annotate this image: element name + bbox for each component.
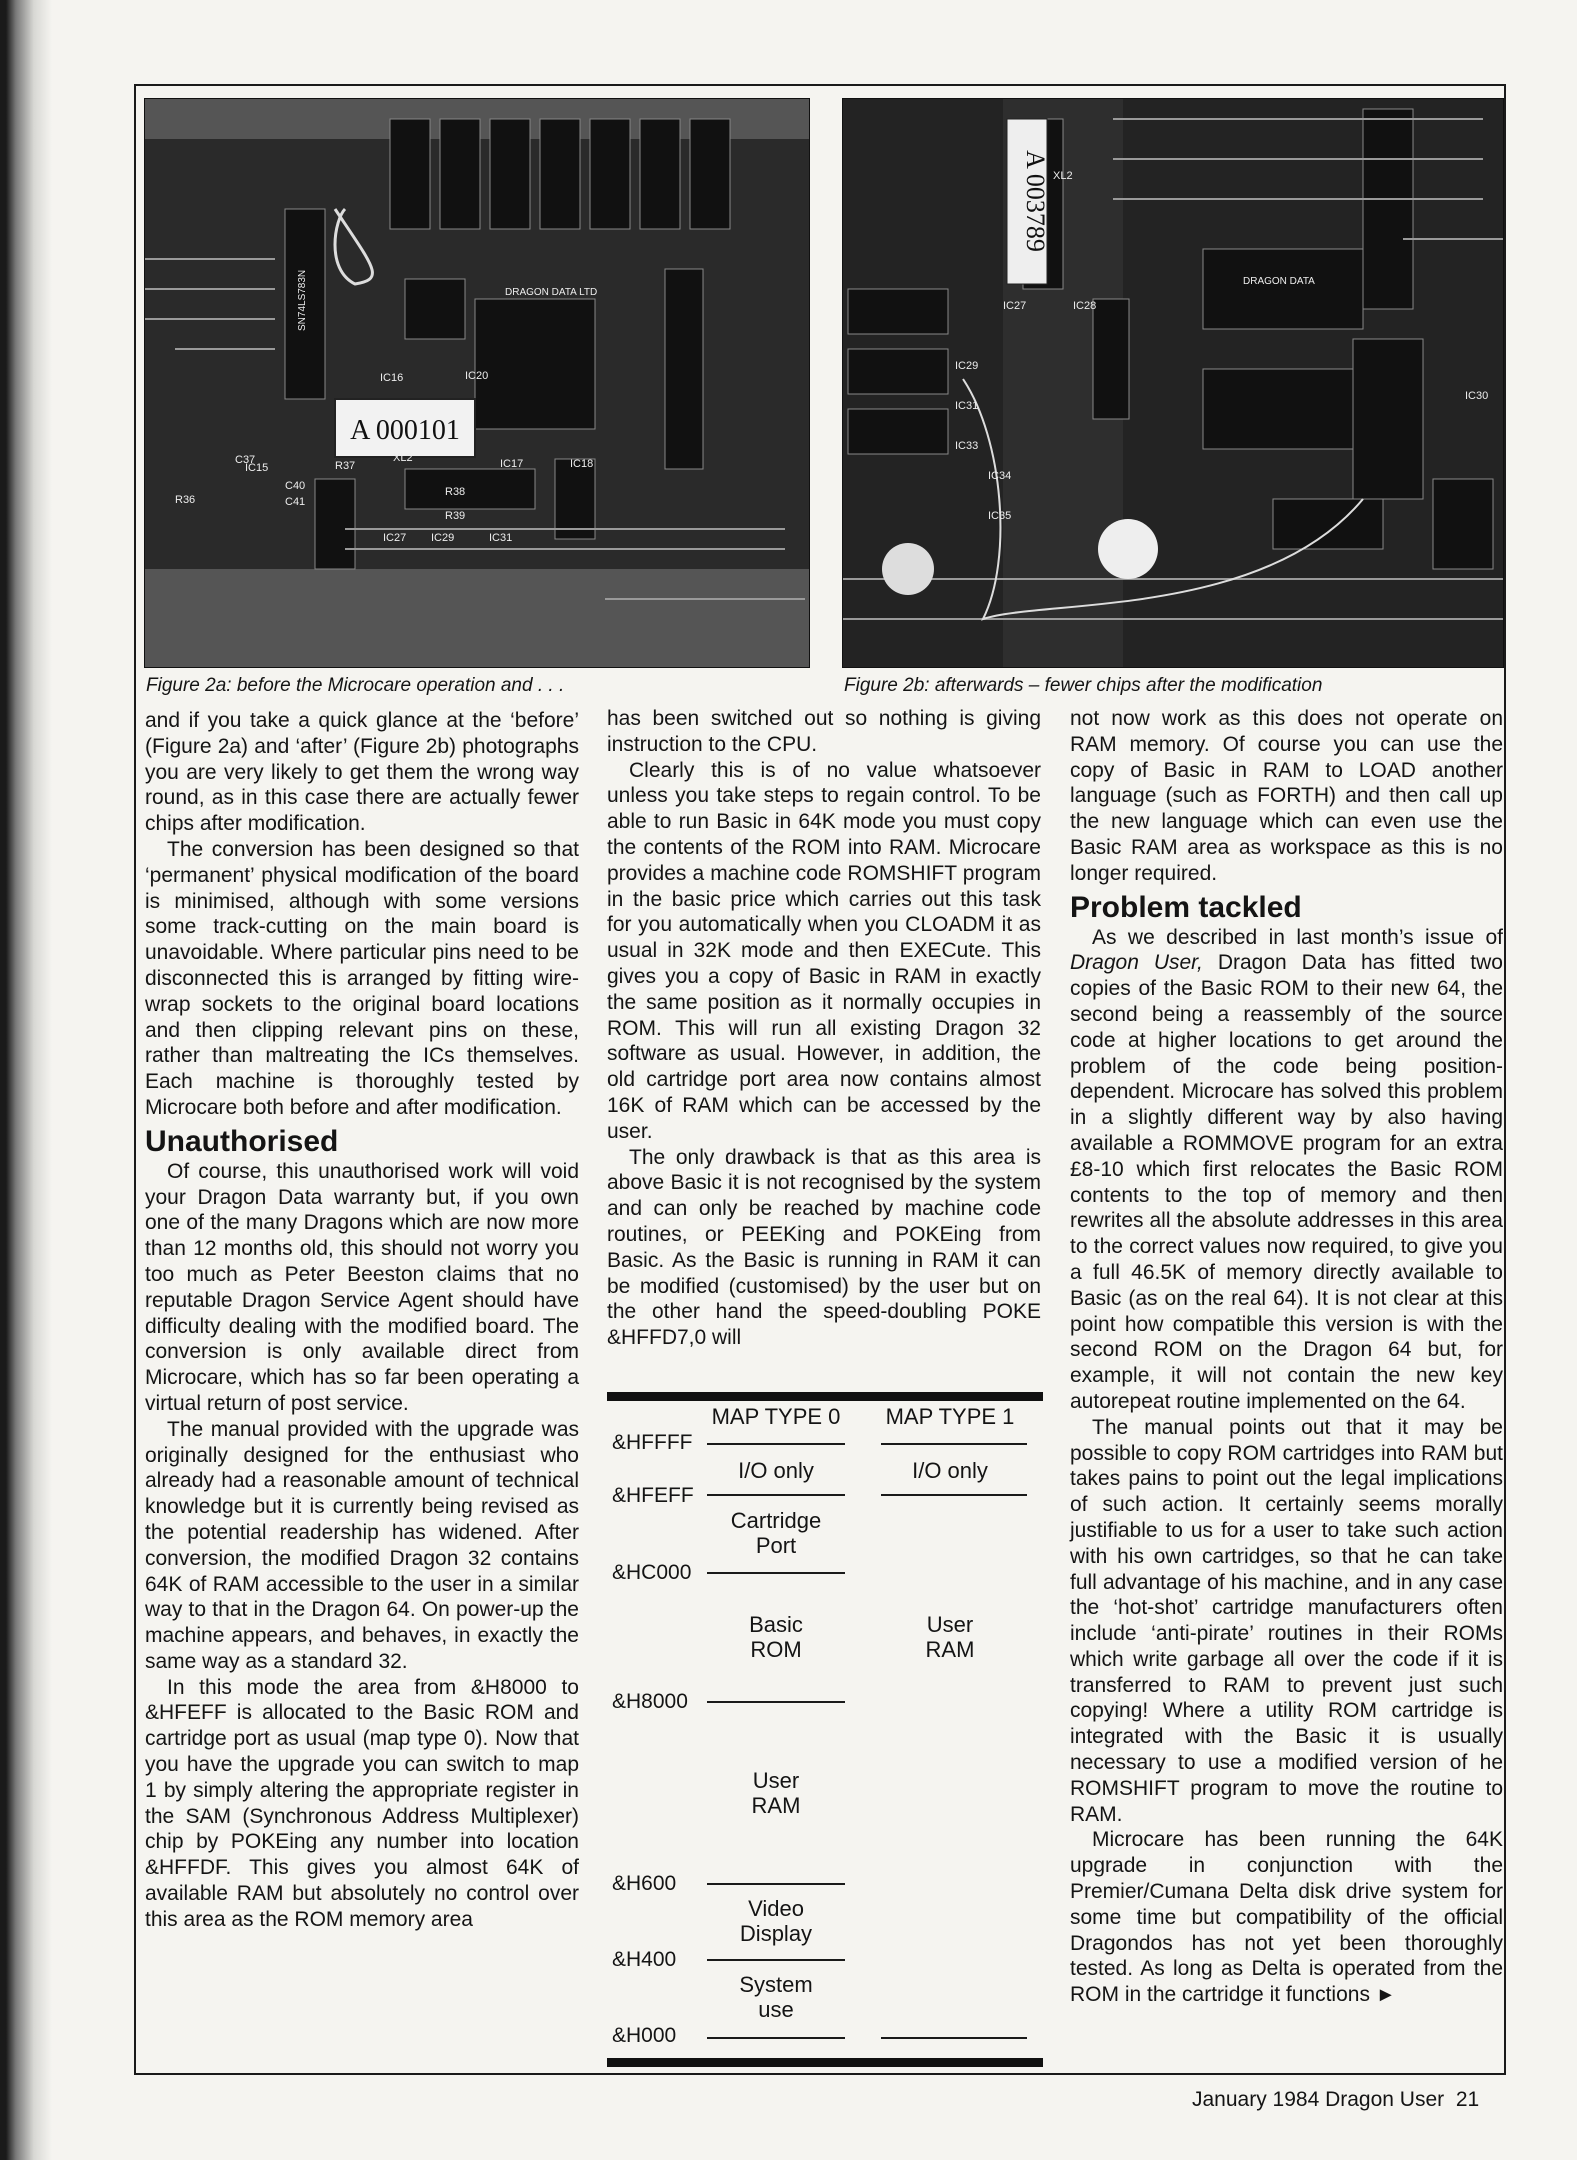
figure-2a-chip-label: R39 — [445, 510, 466, 522]
figure-2a-chip-label: IC29 — [431, 532, 455, 544]
address-label: &HFEFF — [612, 1484, 694, 1507]
top-rule — [607, 1392, 1043, 1401]
figure-2b-serial: A 003789 — [1021, 150, 1050, 252]
figure-2a-serial: A 000101 — [350, 415, 460, 446]
figure-2a-chip-label: C40 — [285, 480, 306, 492]
boundary-line — [881, 1494, 1027, 1496]
video-display-block — [705, 1896, 847, 1946]
boundary-line — [707, 1494, 845, 1496]
boundary-line — [707, 2037, 845, 2039]
boundary-line — [707, 1883, 845, 1885]
article-column-1 — [145, 708, 579, 1933]
figure-2a-chip-label: SN74LS783N — [297, 269, 308, 331]
block-line: ROM — [750, 1637, 802, 1662]
figure-2b-chip-label: IC27 — [1003, 300, 1027, 312]
publication-title: Dragon User, — [1070, 951, 1203, 975]
block-line: Port — [755, 1533, 797, 1558]
page-footer — [1192, 2087, 1479, 2113]
boundary-line — [881, 2037, 1027, 2039]
user-ram-block-map0 — [705, 1768, 847, 1818]
figure-2b-photo — [842, 98, 1504, 668]
figure-2b-chip-label: IC29 — [955, 360, 979, 372]
figure-2b-chip-label: IC31 — [955, 400, 979, 412]
block-line: User — [926, 1612, 974, 1637]
section-heading-unauthorised: Unauthorised — [145, 1124, 339, 1158]
figure-2a-chip-label: R36 — [175, 494, 196, 506]
figure-2b-caption: Figure 2b: afterwards – fewer chips after the modification — [844, 675, 1323, 696]
paragraph: Of course, this unauthorised work will void your Dragon Data warranty but, if you own one of the many Dragons which are now more than 12 months old, this should not worry you too much as Peter Beeston claims that no reputable Dragon Service Agent should have difficulty dealing with the modified board. The conversion is only available direct from Microcare, which has so far been operating a virtual return of post service. — [145, 1159, 579, 1415]
boundary-line — [707, 1443, 845, 1445]
text-run: Dragon Data has fitted two copies of the Basic ROM to their new 64, the second being a reassembly of the source code at higher locations to get around the problem of the code being position-dependent. Microcare has solved this problem in a slightly different way by also having available a ROMMOVE program for an extra £8-10 which first relocates the Basic ROM contents to the top of memory and then rewrites all the absolute addresses in this area to the correct values now required, to give you a full 46.5K of memory directly available to Basic (as on the real 64). It is not clear at this point how compatible this version is with the second ROM on the Dragon 64 but, for example, it will not contain the new key autorepeat routine implemented on the 64. — [1070, 951, 1503, 1413]
block-line: Cartridge — [730, 1508, 822, 1533]
boundary-line — [707, 1959, 845, 1961]
figure-2a-caption: Figure 2a: before the Microcare operation and . . . — [146, 675, 565, 696]
block-line: Basic — [749, 1612, 803, 1637]
basic-rom-block — [705, 1612, 847, 1662]
text-run: Microcare has been running the 64K upgrade in conjunction with the Premier/Cumana Delta disk drive system for some time but compatibility of the official Dragondos has not yet been thoroughly tested. As long as Delta is operated from the ROM in the cartridge it functions — [1070, 1828, 1503, 2007]
block-line: User — [752, 1768, 800, 1793]
block-line: System — [739, 1972, 813, 1997]
boundary-line — [881, 1443, 1027, 1445]
cartridge-port-block — [705, 1508, 847, 1558]
figure-2a-chip-label: IC17 — [500, 458, 524, 470]
figure-2b-chip-label: IC35 — [988, 510, 1012, 522]
figure-2a-chip-label: IC16 — [380, 372, 404, 384]
figure-2b-chip-label: IC30 — [1465, 390, 1489, 402]
figure-2a-photo — [144, 98, 810, 668]
block-line: Display — [739, 1921, 813, 1946]
issue-label: January 1984 Dragon User — [1192, 2088, 1445, 2111]
figure-2b-chip-label: IC33 — [955, 440, 979, 452]
figure-2a-chip-label: IC27 — [383, 532, 407, 544]
text-run: As we described in last month’s issue of — [1092, 925, 1503, 949]
bottom-rule — [607, 2058, 1043, 2067]
figure-2a-chip-label: XL2 — [393, 452, 413, 464]
map-type-1-header: MAP TYPE 1 — [885, 1404, 1015, 1429]
figure-2a-chip-label: C41 — [285, 496, 306, 508]
figure-2a-chip-label: R37 — [335, 460, 356, 472]
page-binding-shadow — [0, 0, 52, 2160]
figure-2a-chip-label: IC15 — [245, 462, 269, 474]
paragraph: has been switched out so nothing is giving instruction to the CPU. — [607, 707, 1041, 756]
paragraph: The conversion has been designed so that ‘permanent’ physical modification of the board is minimised, although with some versions some track-cutting on the main board is unavoidable. Where particular pins need to be disconnected this is arranged by fitting wire-wrap sockets to the original board locations and then clipping relevant pins on these, rather than maltreating the ICs themselves. Each machine is thoroughly tested by Microcare both before and after modification. — [145, 837, 579, 1119]
paragraph: The manual points out that it may be possible to copy ROM cartridges into RAM but takes pains to point out the legal implications of such action. It certainly seems morally justifiable to us for a user to take such action with his own cartridges, so that he can take full advantage of his machine, and in any case the ‘hot-shot’ cartridge manufacturers often include ‘anti-pirate’ routines in their ROMs which write garbage all over the code if it is transferred to RAM to prevent just such copying! Where a utility ROM cartridge is integrated with the Basic it is usually necessary to use a modified version of he ROMSHIFT program to move the routine to RAM. — [1070, 1415, 1503, 1826]
continue-arrow-icon: ► — [1375, 1984, 1396, 2007]
article-column-3 — [1070, 706, 1503, 2009]
figure-2b-chip-label: IC34 — [988, 470, 1012, 482]
figure-2a-chip-label: IC31 — [489, 532, 513, 544]
paragraph — [1070, 1827, 1503, 2009]
user-ram-block-map1 — [875, 1612, 1025, 1662]
boundary-line — [707, 1572, 845, 1574]
block-line: use — [758, 1997, 794, 2022]
page-number: 21 — [1455, 2088, 1480, 2111]
memory-map-diagram — [607, 1386, 1044, 2076]
address-label: &HC000 — [612, 1561, 692, 1584]
paragraph: In this mode the area from &H8000 to &HFEFF is allocated to the Basic ROM and cartridge port as usual (map type 0). Now that you have the upgrade you can switch to map 1 by simply altering the appropriate register in the SAM (Synchronous Address Multiplexer) chip by POKEing any number into location &HFFDF. This gives you almost 64K of available RAM but absolutely no control over this area as the ROM memory area — [145, 1675, 579, 1931]
paragraph: The only drawback is that as this area is above Basic it is not recognised by the system and can only be reached by machine code routines, or PEEKing and POKEing from Basic. As the Basic is running in RAM it can be modified (customised) by the user but on the other hand the speed-doubling POKE &HFFD7,0 will — [607, 1145, 1041, 1350]
address-label: &H8000 — [612, 1690, 688, 1713]
section-heading-problem-tackled: Problem tackled — [1070, 890, 1302, 924]
paragraph: and if you take a quick glance at the ‘before’ (Figure 2a) and ‘after’ (Figure 2b) photographs you are very likely to get them the wrong way round, as in this case there are actually fewer chips after modification. — [145, 709, 579, 836]
address-label: &H600 — [612, 1872, 677, 1895]
map-type-0-header: MAP TYPE 0 — [711, 1404, 841, 1429]
figure-2a-chip-label: DRAGON DATA LTD — [505, 287, 598, 298]
paragraph — [1070, 925, 1503, 1415]
figure-2a-chip-label: IC18 — [570, 458, 594, 470]
boundary-line — [707, 1701, 845, 1703]
figure-2b-chip-label: XL2 — [1053, 170, 1073, 182]
figure-2a-chip-label: R38 — [445, 486, 466, 498]
figure-2a-chip-label: IC20 — [465, 370, 489, 382]
block-line: RAM — [925, 1637, 975, 1662]
address-label: &H000 — [612, 2024, 677, 2047]
paragraph: The manual provided with the upgrade was originally designed for the enthusiast who already had a reasonable amount of technical knowledge but it is currently being revised as the potential readership has widened. After conversion, the modified Dragon 32 contains 64K of RAM accessible to the user in a similar way to that in the Dragon 64. On power-up the machine appears, and behaves, in exactly the same way as a standard 32. — [145, 1417, 579, 1673]
block-line: Video — [748, 1896, 804, 1921]
address-label: &HFFFF — [612, 1431, 693, 1454]
paragraph: Clearly this is of no value whatsoever unless you take steps to regain control. To be able to run Basic in 64K mode you must copy the contents of the ROM into RAM. Microcare provides a machine code ROMSHIFT program in the basic price which carries out this task for you automatically when you CLOADM it as usual in 32K mode and then EXECute. This gives you a copy of Basic in RAM in exactly the same position as it normally occupies in ROM. This will run all existing Dragon 32 software as usual. However, in addition, the old cartridge port area now contains almost 16K of RAM which can be accessed by the user. — [607, 758, 1041, 1143]
address-label: &H400 — [612, 1948, 677, 1971]
figure-2b-chip-label: IC28 — [1073, 300, 1097, 312]
figure-2a-chip-label: C37 — [235, 454, 256, 466]
article-column-2 — [607, 706, 1041, 1351]
figure-2b-chip-label: DRAGON DATA — [1243, 276, 1315, 287]
system-use-block — [705, 1972, 847, 2022]
paragraph: not now work as this does not operate on RAM memory. Of course you can use the copy of Basic in RAM to LOAD another language (such as FORTH) and then call up the new language which can even use the Basic RAM area as workspace as this is no longer required. — [1070, 707, 1503, 885]
io-block-map1: I/O only — [912, 1458, 988, 1483]
io-block-map0: I/O only — [738, 1458, 814, 1483]
block-line: RAM — [751, 1793, 801, 1818]
